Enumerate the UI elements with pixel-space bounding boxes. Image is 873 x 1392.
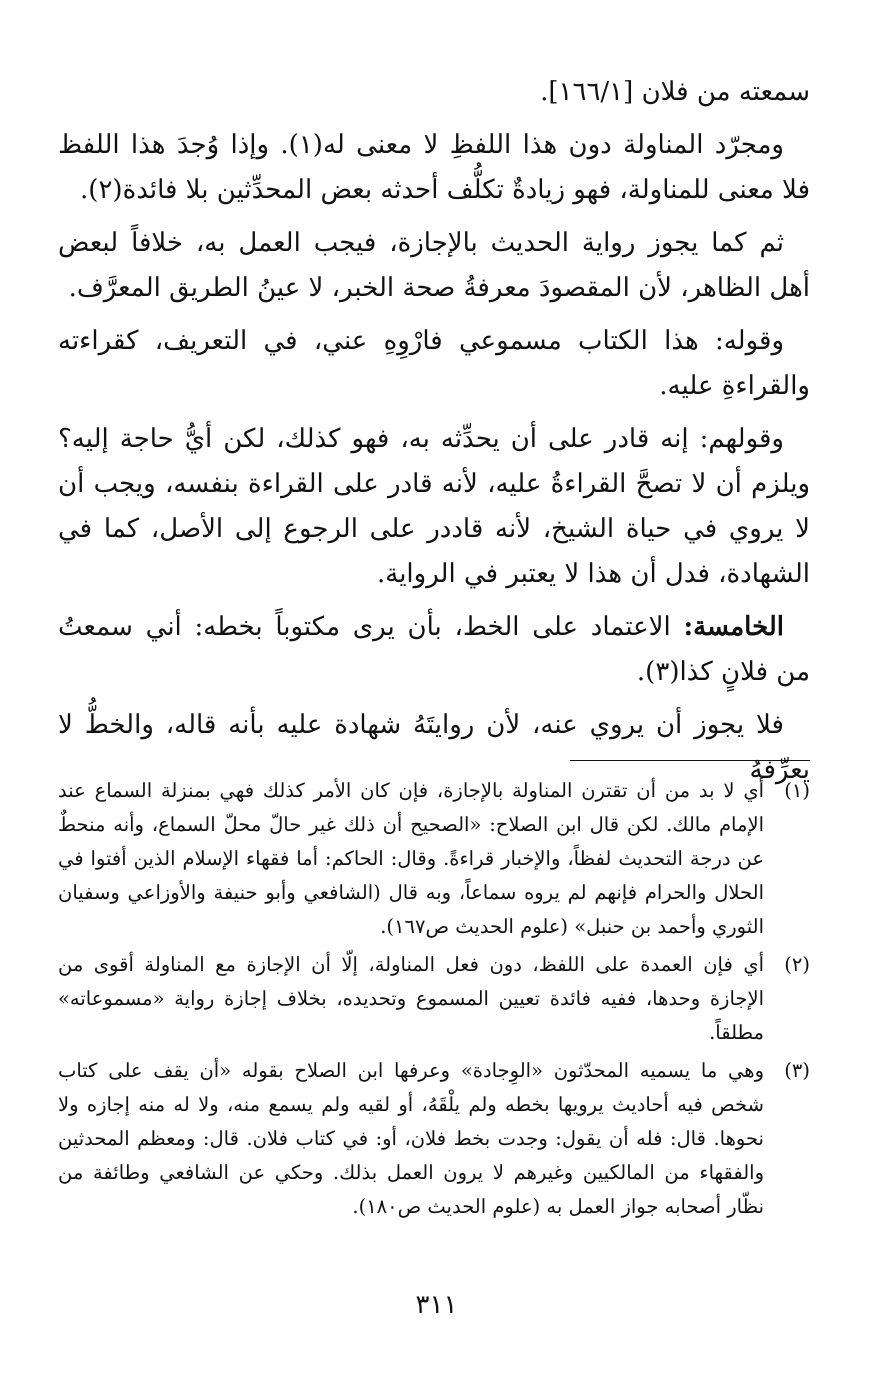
main-text: [58, 70, 810, 801]
page-number: ٣١١: [415, 1290, 458, 1320]
footnote-text: وهي ما يسميه المحدّثون «الوِجادة» وعرفها ابن الصلاح بقوله «أن يقف على كتاب شخص فيه أحاديث يرويها بخطه ولم يلْقَهُ، أو لقيه ولم يسمع منه، ولا له منه إجازه ولا نحوها. قال: فله أن يقول: وجدت بخط فلان، أو: في كتاب فلان. قال: ومعظم المحدثين والفقهاء من المالكيين وغيرهم لا يرون العمل بذلك. وحكي عن الشافعي وطائفة من نظّار أصحابه جواز العمل به (علوم الحديث ص١٨٠).: [58, 1059, 764, 1218]
paragraph-5: وقولهم: إنه قادر على أن يحدِّثه به، فهو كذلك، لكن أيُّ حاجة إليه؟ ويلزم أن لا تصحَّ القراءةُ عليه، لأنه قادر على القراءة بنفسه، ويجب أن لا يروي في حياة الشيخ، لأنه قاددر على الرجوع إلى الأصل، كما في الشهادة، فدل أن هذا لا يعتبر في الرواية.: [58, 424, 810, 589]
paragraph-3: ثم كما يجوز رواية الحديث بالإجازة، فيجب العمل به، خلافاً لبعض أهل الظاهر، لأن المقصودَ معرفةُ صحة الخبر، لا عينُ الطريق المعرَّف.: [58, 228, 810, 303]
footnote-number: (١): [784, 779, 810, 802]
paragraph-6-text: الاعتماد على الخط، بأن يرى مكتوباً بخطه: أني سمعتُ من فلانٍ كذا(٣).: [58, 612, 810, 687]
footnote-1: [58, 774, 810, 944]
paragraph-2: ومجرّد المناولة دون هذا اللفظِ لا معنى له(١). وإذا وُجدَ هذا اللفظ فلا معنى للمناولة، فهو زيادةٌ تكلُّف أحدثه بعض المحدِّثين بلا فائدة(٢).: [58, 130, 810, 205]
footnote-divider: [570, 760, 810, 761]
footnote-text: أي فإن العمدة على اللفظ، دون فعل المناولة، إلّا أن الإجازة مع المناولة أقوى من الإجازة وحدها، ففيه فائدة تعيين المسموع وتحديده، بخلاف إجازة رواية «مسموعاته» مطلقاً.: [58, 953, 764, 1044]
footnotes: [58, 774, 810, 1228]
footnote-2: [58, 948, 810, 1050]
paragraph-6: [58, 605, 810, 695]
paragraph-7: فلا يجوز أن يروي عنه، لأن روايتَهُ شهادة عليه بأنه قاله، والخطُّ لا يعرِّفهُ: [58, 710, 810, 785]
footnote-3: [58, 1054, 810, 1224]
paragraph-1: سمعته من فلان [١٦٦/١].: [540, 77, 810, 107]
paragraph-4: وقوله: هذا الكتاب مسموعي فارْوِهِ عني، في التعريف، كقراءته والقراءةِ عليه.: [58, 326, 810, 401]
section-heading-fifth: الخامسة:: [683, 612, 784, 642]
footnote-number: (٢): [784, 953, 810, 976]
footnote-text: أي لا بد من أن تقترن المناولة بالإجازة، فإن كان الأمر كذلك فهي بمنزلة السماع عند الإمام مالك. لكن قال ابن الصلاح: «الصحيح أن ذلك غير حالّ محلّ السماع، وأنه منحطٌ عن درجة التحديث لفظاً، والإخبار قراءةً. وقال: الحاكم: أما فقهاء الإسلام الذين أفتوا في الحلال والحرام فإنهم لم يروه سماعاً، وبه قال (الشافعي وأبو حنيفة والأوزاعي وسفيان الثوري وأحمد بن حنبل» (علوم الحديث ص١٦٧).: [58, 779, 764, 938]
footnote-number: (٣): [784, 1059, 810, 1082]
